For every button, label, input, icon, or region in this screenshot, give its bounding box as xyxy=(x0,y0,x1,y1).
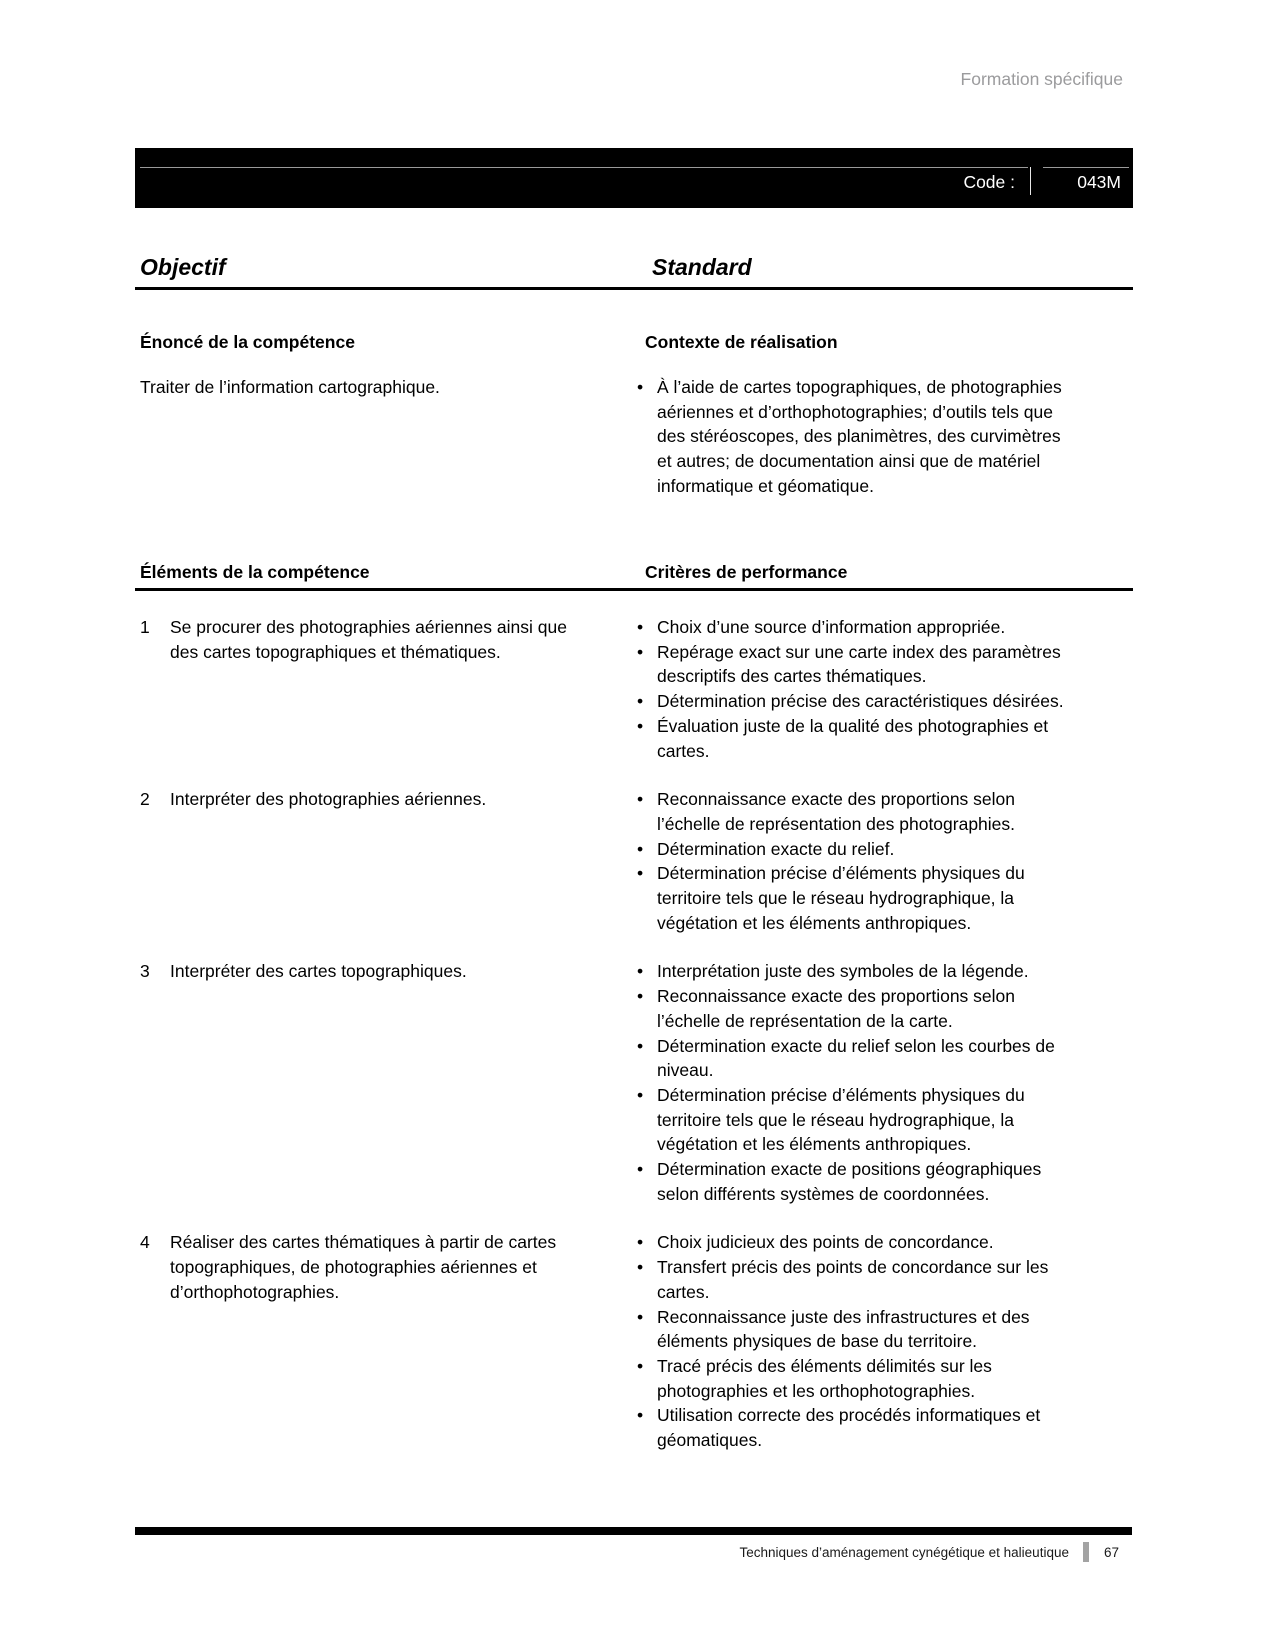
competence-item xyxy=(135,787,1133,935)
contexte-cell xyxy=(637,375,1133,499)
column-heading-standard: Standard xyxy=(652,254,752,280)
element-text: Interpréter des cartes topographiques. xyxy=(170,961,467,982)
criterion: • Reconnaissance exacte des proportions selon l’échelle de représentation de la carte. xyxy=(637,984,1077,1033)
code-label: Code : xyxy=(963,172,1015,192)
criteria-list xyxy=(637,1230,1133,1452)
criterion: • Transfert précis des points de concordance sur les cartes. xyxy=(637,1255,1077,1304)
footer xyxy=(739,1542,1119,1562)
criterion: • Repérage exact sur une carte index des paramètres descriptifs des cartes thématiques. xyxy=(637,640,1077,689)
code-bar-divider xyxy=(1030,167,1031,195)
item-number: 2 xyxy=(140,789,150,810)
contexte-bullet-list xyxy=(637,375,1133,499)
criteria-cell xyxy=(637,787,1133,935)
criterion: • Détermination exacte du relief. xyxy=(637,837,1077,862)
criterion: • Tracé précis des éléments délimités sur les photographies et les orthophotographies. xyxy=(637,1354,1077,1403)
criteria-list xyxy=(637,615,1133,763)
criteres-heading: Critères de performance xyxy=(645,562,848,582)
criterion: • Reconnaissance juste des infrastructures et des éléments physiques de base du territoire. xyxy=(637,1305,1077,1354)
criterion: • Choix judicieux des points de concordance. xyxy=(637,1230,1077,1255)
element-cell xyxy=(135,959,637,1206)
criterion: • Détermination précise d’éléments physiques du territoire tels que le réseau hydrographique, la végétation et les éléments anthropiques. xyxy=(637,861,1077,935)
code-bar xyxy=(135,148,1133,208)
page-number: 67 xyxy=(1103,1544,1119,1560)
competence-item xyxy=(135,615,1133,763)
element-text: Se procurer des photographies aériennes ainsi que des cartes topographiques et thématiques. xyxy=(170,617,567,662)
footer-rule xyxy=(135,1527,1132,1535)
element-cell xyxy=(135,615,637,763)
enonce-heading: Énoncé de la compétence xyxy=(140,332,355,352)
code-bar-rule-short xyxy=(1043,167,1129,168)
column-headers-row xyxy=(135,253,1133,290)
enonce-text: Traiter de l’information cartographique. xyxy=(140,377,440,397)
competence-item xyxy=(135,1230,1133,1452)
criteria-cell xyxy=(637,959,1133,1206)
criteria-list xyxy=(637,959,1133,1206)
contexte-bullet: • À l’aide de cartes topographiques, de photographies aériennes et d’orthophotographies; d’outils tels que des stéréoscopes, des planimètres, des curvimètres et autres; de documentation ainsi que de matériel informatique et géomatique. xyxy=(637,375,1073,499)
criterion: • Évaluation juste de la qualité des photographies et cartes. xyxy=(637,714,1077,763)
criterion: • Détermination précise d’éléments physiques du territoire tels que le réseau hydrographique, la végétation et les éléments anthropiques. xyxy=(637,1083,1077,1157)
element-cell xyxy=(135,1230,637,1452)
header-note: Formation spécifique xyxy=(960,69,1123,89)
column-heading-objectif: Objectif xyxy=(140,254,226,280)
competence-items xyxy=(135,615,1133,1477)
elements-criteres-headings xyxy=(135,559,1133,591)
item-number: 3 xyxy=(140,961,150,982)
competence-item xyxy=(135,959,1133,1206)
criterion: • Détermination exacte du relief selon les courbes de niveau. xyxy=(637,1034,1077,1083)
criterion: • Détermination exacte de positions géographiques selon différents systèmes de coordonnées. xyxy=(637,1157,1077,1206)
criterion: • Détermination précise des caractéristiques désirées. xyxy=(637,689,1077,714)
criteria-cell xyxy=(637,615,1133,763)
criterion: • Choix d’une source d’information appropriée. xyxy=(637,615,1077,640)
item-number: 1 xyxy=(140,617,150,637)
elements-heading: Éléments de la compétence xyxy=(140,562,370,582)
criteria-list xyxy=(637,787,1133,935)
criteria-cell xyxy=(637,1230,1133,1452)
footer-program-title: Techniques d’aménagement cynégétique et halieutique xyxy=(739,1544,1069,1560)
item-number: 4 xyxy=(140,1232,150,1253)
footer-divider xyxy=(1083,1542,1089,1562)
code-value: 043M xyxy=(1077,172,1121,192)
element-cell xyxy=(135,787,637,935)
criterion: • Utilisation correcte des procédés informatiques et géomatiques. xyxy=(637,1403,1077,1452)
contexte-heading: Contexte de réalisation xyxy=(645,332,838,352)
enonce-contexte-section xyxy=(135,329,1133,499)
code-bar-rule-long xyxy=(140,167,1028,168)
element-text: Interpréter des photographies aériennes. xyxy=(170,789,487,810)
element-text: Réaliser des cartes thématiques à partir de cartes topographiques, de photographies aériennes et d’orthophotographies. xyxy=(170,1232,557,1302)
criterion: • Interprétation juste des symboles de la légende. xyxy=(637,959,1077,984)
criterion: • Reconnaissance exacte des proportions selon l’échelle de représentation des photographies. xyxy=(637,787,1077,836)
